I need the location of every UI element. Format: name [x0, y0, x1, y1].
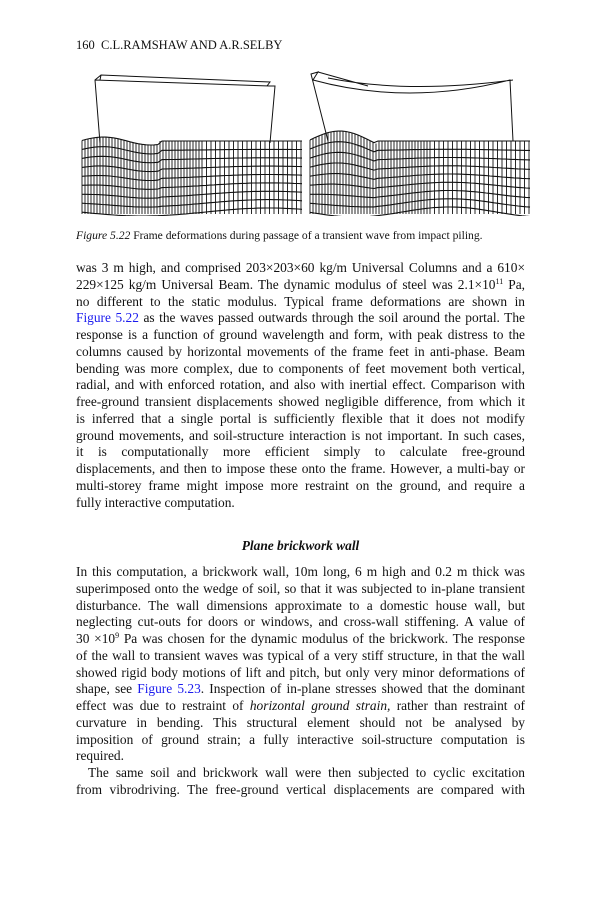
text-line: [76, 411, 525, 428]
text-segment: In this computation, a brickwork wall, 10m long, 6 m high and 0.2 m thick was: [76, 564, 525, 579]
text-line: [76, 444, 525, 461]
text-segment: it is computationally more efficient simply to calculate free-ground: [76, 444, 525, 460]
figure-caption-text: Frame deformations during passage of a transient wave from impact piling.: [130, 229, 483, 242]
text-segment: imposition of ground strain; a fully interactive soil-structure computation is: [76, 731, 525, 747]
text-segment: rather than restraint of: [390, 698, 526, 713]
figure-link[interactable]: Figure 5.22: [76, 310, 139, 326]
portal-frame: [95, 75, 275, 143]
text-line: [76, 648, 525, 665]
text-segment: multi-storey frame might impose more restraint on the ground, and require a: [76, 477, 525, 493]
text-segment: 30 ×10: [76, 631, 116, 646]
text-line: [76, 732, 525, 749]
text-line: [76, 394, 525, 411]
text-segment: . Inspection of in-plane stresses showed that the dominant: [200, 681, 525, 697]
figure-left-frame-mesh: [80, 66, 305, 216]
text-line: [76, 361, 525, 378]
text-segment: ground movements, and soil-structure interaction is not important. In such cases,: [76, 427, 525, 443]
text-line: [76, 665, 525, 682]
text-line: [76, 581, 525, 598]
superscript: 11: [495, 276, 504, 286]
text-line: [76, 598, 525, 615]
text-line: [76, 748, 525, 765]
text-segment: Pa,: [503, 276, 525, 292]
text-line: [76, 681, 525, 698]
text-line: [76, 715, 525, 732]
text-line: [76, 782, 525, 799]
text-segment: disturbance. The wall dimensions approximate to a domestic house wall, but: [76, 597, 525, 613]
text-segment: columns caused by horizontal movements of the frame feet in anti-phase. Beam: [76, 343, 525, 359]
text-segment: is inferred that a single portal is sufficiently flexible that it does not modify: [76, 410, 525, 426]
text-line: [76, 344, 525, 361]
text-segment: effect was due to restraint of: [76, 698, 250, 713]
text-segment: 229×125 kg/m Universal Beam. The dynamic modulus of steel was 2.1×10: [76, 276, 496, 292]
figure-label: Figure 5.22: [76, 229, 131, 242]
text-line: [76, 478, 525, 495]
text-segment: showed rigid body motions of lift and pitch, but only very minor deformations of: [76, 664, 525, 680]
text-segment: of the wall to transient waves was typical of a very stiff structure, in that the wall: [76, 647, 525, 663]
text-segment: bending was more complex, due to components of feet movement both vertical,: [76, 360, 525, 376]
text-line: [76, 260, 525, 277]
text-segment: shape, see: [76, 681, 138, 697]
text-line: [76, 564, 525, 581]
text-segment: from vibrodriving. The free-ground vertical displacements are compared with: [76, 781, 525, 797]
paragraph-1: [76, 260, 525, 511]
figure-link[interactable]: Figure 5.23: [137, 681, 201, 697]
text-line: [76, 461, 525, 478]
text-segment: as the waves passed outwards through the soil around the portal. The: [138, 310, 525, 326]
text-segment: was 3 m high, and comprised 203×203×60 kg/m Universal Columns and a 610×: [76, 260, 525, 275]
text-line: [76, 377, 525, 394]
text-segment: no different to the static modulus. Typical frame deformations are shown in: [76, 293, 525, 309]
text-segment: fully interactive computation.: [76, 494, 235, 510]
text-segment: Pa was chosen for the dynamic modulus of the brickwork. The response: [119, 631, 526, 646]
text-line: [76, 277, 525, 294]
figure-right-frame-mesh: [308, 66, 533, 216]
header-authors: C.L.RAMSHAW AND A.R.SELBY: [101, 38, 283, 52]
text-line: [76, 495, 525, 512]
text-segment: radial, and with enforced rotation, and also with inertial effect. Comparison with: [76, 377, 525, 393]
text-segment: free-ground transient displacements showed negligible difference, from which it: [76, 394, 525, 409]
text-segment: superimposed onto the wedge of soil, so that it was subjected to in-plane transient: [76, 580, 525, 596]
text-segment: The same soil and brickwork wall were then subjected to cyclic excitation: [88, 765, 525, 780]
page-number: 160: [76, 38, 95, 52]
running-header: [76, 38, 282, 53]
italic-text: horizontal ground strain,: [249, 698, 391, 713]
text-line: [76, 614, 525, 631]
text-line: [76, 765, 525, 782]
text-line: [76, 327, 525, 344]
text-segment: curvature in bending. This structural element should not be analysed by: [76, 714, 525, 730]
text-segment: displacements, and then to impose these onto the frame. However, a multi-bay or: [76, 461, 525, 476]
superscript: 9: [115, 631, 120, 640]
section-heading: Plane brickwork wall: [241, 538, 360, 553]
text-segment: response is a function of ground wavelength and form, with peak distress to the: [76, 327, 525, 342]
text-segment: required.: [76, 748, 124, 764]
text-line: [76, 294, 525, 311]
paragraph-3: [76, 765, 525, 799]
text-segment: neglecting cut-outs for doors or windows, and cross-wall stiffening. A value of: [76, 614, 525, 630]
text-line: [76, 310, 525, 327]
text-line: [76, 428, 525, 445]
text-line: [76, 631, 525, 648]
text-line: [76, 698, 525, 715]
paragraph-2: [76, 564, 525, 765]
figure-caption: [76, 229, 536, 242]
